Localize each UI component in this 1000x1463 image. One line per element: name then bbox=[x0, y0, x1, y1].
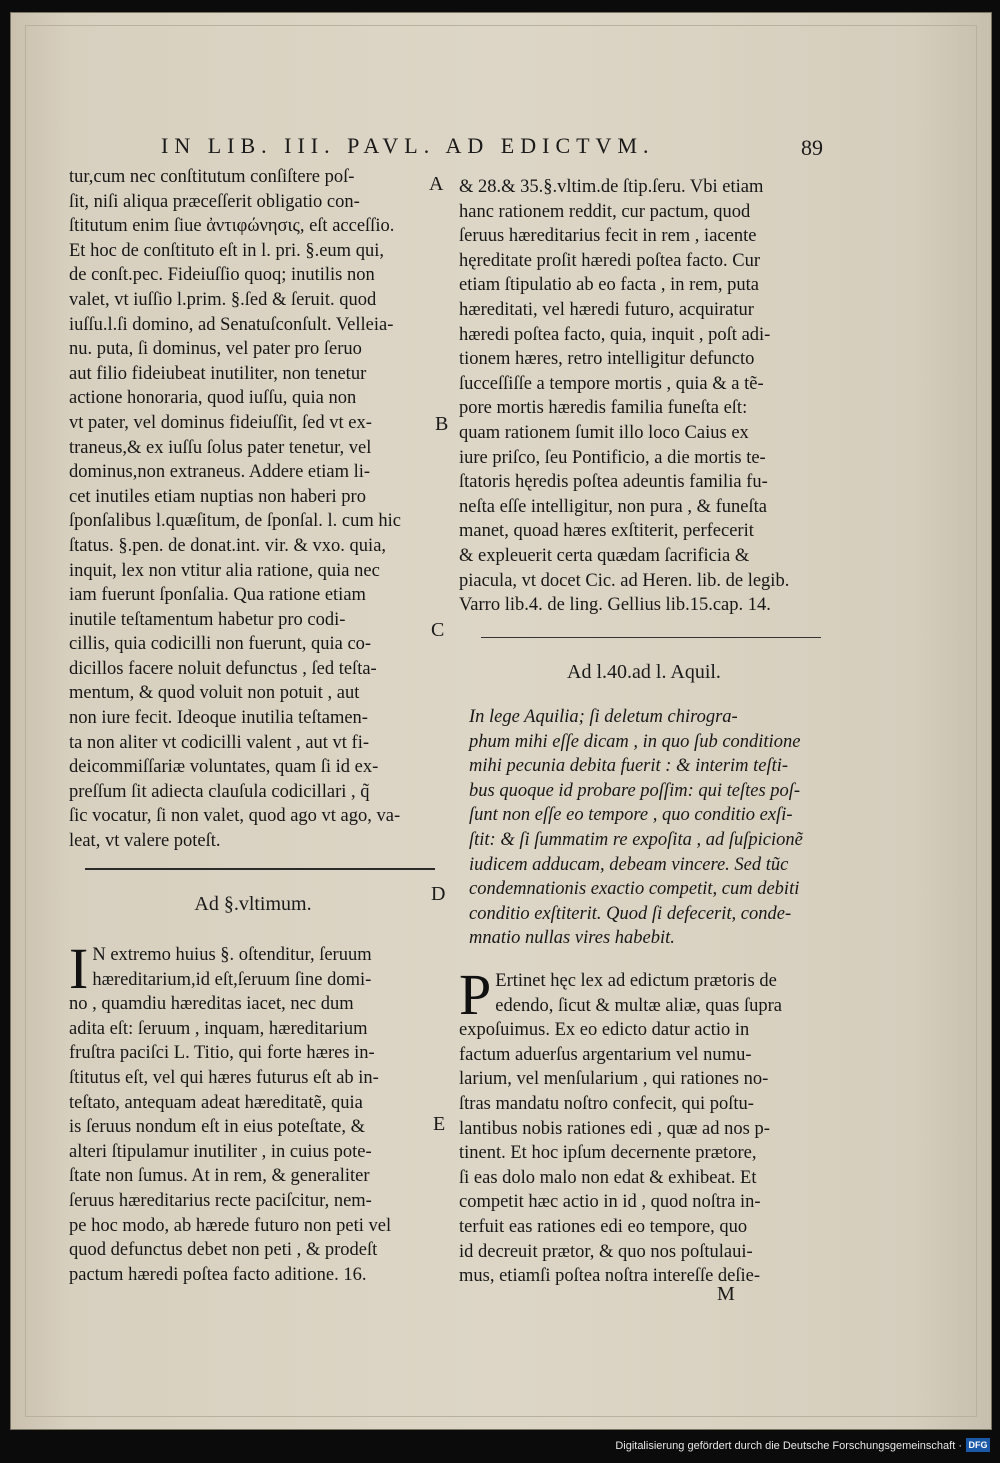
text-line: leat, vt valere poteſt. bbox=[69, 831, 221, 852]
text-line: ſtras mandatu noſtro confecit, qui poſtu- bbox=[459, 1093, 754, 1114]
text-line: ta non aliter vt codicilli valent , aut vt fi- bbox=[69, 732, 370, 753]
text-line: neſta eſſe intelligitur, non pura , & funeſta bbox=[459, 496, 768, 517]
left-column bbox=[69, 165, 437, 854]
italic-line: conditio exſtiterit. Quod ſi defecerit, conde- bbox=[469, 903, 792, 924]
left-paragraph-1 bbox=[69, 165, 437, 854]
text-line: vt pater, vel dominus fideiuſſit, ſed vt ex- bbox=[69, 412, 372, 433]
book-page bbox=[10, 12, 992, 1430]
text-line: piacula, vt docet Cic. ad Heren. lib. de legib. bbox=[459, 570, 790, 591]
left-paragraph-2 bbox=[69, 936, 437, 1287]
text-line: hæreditarium,id eſt,ſeruum ſine domi- bbox=[92, 969, 372, 990]
italic-line: mnatio nullas vires habebit. bbox=[469, 928, 675, 949]
italic-line: In lege Aquilia; ſi deletum chirogra- bbox=[469, 707, 738, 727]
text-line: ſic vocatur, ſi non valet, quod ago vt ago, va- bbox=[69, 806, 401, 827]
italic-line: ſtit: & ſi ſummatim re expoſita , ad ſuſpicionẽ bbox=[469, 829, 803, 850]
text-line: Varro lib.4. de ling. Gellius lib.15.cap. 14. bbox=[459, 595, 771, 616]
italic-line: iudicem adducam, debeam vincere. Sed tũc bbox=[469, 854, 789, 875]
text-line: quam rationem ſumit illo loco Caius ex bbox=[459, 422, 749, 443]
text-line: terfuit eas rationes edi eo tempore, quo bbox=[459, 1216, 748, 1237]
text-line: etiam ſtipulatio ab eo facta , in rem, puta bbox=[459, 275, 760, 296]
text-line: aut filio fideiubeat inutiliter, non tenetur bbox=[69, 363, 367, 384]
right-paragraph-2 bbox=[459, 962, 829, 1289]
text-line: ſtitutus eſt, vel qui hæres futurus eſt ab in- bbox=[69, 1067, 379, 1088]
page-number: 89 bbox=[801, 135, 823, 160]
text-line: iam fuerunt ſponſalia. Qua ratione etiam bbox=[69, 585, 366, 606]
dropcap-initial-p: P bbox=[459, 962, 492, 1027]
text-line: inutile teſtamentum habetur pro codi- bbox=[69, 609, 346, 630]
text-line: iure priſco, ſeu Pontificio, a die mortis te- bbox=[459, 447, 766, 468]
text-line: edendo, ſicut & multæ aliæ, quas ſupra bbox=[495, 995, 782, 1016]
text-line: quod defunctus debet non peti , & prodeſt bbox=[69, 1240, 378, 1261]
text-line: de conſt.pec. Fideiuſſio quoq; inutilis non bbox=[69, 265, 375, 286]
text-line: ſucceſſiſſe a tempore mortis , quia & a tẽ- bbox=[459, 373, 764, 394]
text-line: tinent. Et hoc ipſum decernente prætore, bbox=[459, 1143, 757, 1164]
text-line: fruſtra paciſci L. Titio, qui forte hæres in- bbox=[69, 1043, 375, 1064]
text-line: lantibus nobis rationes edi , quæ ad nos p- bbox=[459, 1118, 770, 1139]
text-line: teſtato, antequam adeat hæreditatẽ, quia bbox=[69, 1092, 363, 1113]
funding-credit: Digitalisierung gefördert durch die Deutsche Forschungsgemeinschaft · bbox=[615, 1440, 962, 1452]
text-line: tionem hæres, retro intelligitur defuncto bbox=[459, 349, 755, 370]
text-line: ſeruus hæreditarius fecit in rem , iacente bbox=[459, 226, 757, 247]
text-line: adita eſt: ſeruum , inquam, hæreditarium bbox=[69, 1018, 368, 1039]
text-line: ſtatoris hęredis poſtea adeuntis familia fu- bbox=[459, 472, 768, 493]
section-rule-right bbox=[481, 637, 821, 638]
running-head: IN LIB. III. PAVL. AD EDICTVM. bbox=[161, 133, 655, 158]
text-line: deicommiſſariæ voluntates, quam ſi id ex- bbox=[69, 757, 379, 778]
text-line: manet, quoad hæres exſtiterit, perfecerit bbox=[459, 521, 754, 542]
text-line: no , quamdiu hæreditas iacet, nec dum bbox=[69, 994, 354, 1015]
text-line: ſtatus. §.pen. de donat.int. vir. & vxo. quia, bbox=[69, 535, 387, 556]
text-line: larium, vel menſularium , qui rationes no- bbox=[459, 1069, 769, 1090]
text-line: ſeruus hæreditarius recte paciſcitur, nem- bbox=[69, 1190, 372, 1211]
text-line: ſtitutum enim ſiue ἀντιφώνησις, eſt acceſſio. bbox=[69, 216, 395, 237]
text-line: hæreditati, vel hæredi futuro, acquiratur bbox=[459, 299, 754, 320]
text-line: mentum, & quod voluit non potuit , aut bbox=[69, 683, 360, 704]
margin-letter-c: C bbox=[431, 619, 445, 641]
text-line: expoſuimus. Ex eo edicto datur actio in bbox=[459, 1020, 750, 1041]
margin-letter-d: D bbox=[431, 883, 446, 905]
dfg-logo: DFG bbox=[966, 1438, 990, 1452]
text-line: ſtate non ſumus. At in rem, & generaliter bbox=[69, 1166, 370, 1187]
text-line: factum aduerſus argentarium vel numu- bbox=[459, 1044, 752, 1065]
margin-letter-e: E bbox=[433, 1113, 446, 1135]
right-column bbox=[459, 175, 829, 618]
text-line: & expleuerit certa quædam ſacrificia & bbox=[459, 545, 750, 566]
italic-line: ſunt non eſſe eo tempore , quo conditio exſi- bbox=[469, 805, 793, 826]
italic-line: bus quoque id probare poſſim: qui teſtes poſ- bbox=[469, 780, 801, 801]
text-line: mus, etiamſi poſtea noſtra intereſſe deſie- bbox=[459, 1266, 761, 1287]
section-rule-left bbox=[85, 868, 435, 870]
text-line: non iure fecit. Ideoque inutilia teſtamen- bbox=[69, 708, 368, 729]
text-line: preſſum ſit adiecta clauſula codicillari , q̃ bbox=[69, 781, 370, 802]
text-line: actione honoraria, quod iuſſu, quia non bbox=[69, 388, 357, 409]
text-line: ſit, niſi aliqua præceſſerit obligatio con- bbox=[69, 191, 360, 212]
text-line: inquit, lex non vtitur alia ratione, quia nec bbox=[69, 560, 380, 581]
dropcap-initial-i: I bbox=[69, 936, 89, 1001]
text-line: dominus,non extraneus. Addere etiam li- bbox=[69, 462, 371, 483]
lemma-italic-text bbox=[469, 705, 839, 951]
text-line: alteri ſtipulamur inutiliter , in cuius pote- bbox=[69, 1141, 372, 1162]
text-line: nu. puta, ſi dominus, vel pater pro ſeruo bbox=[69, 339, 362, 360]
italic-line: phum mihi eſſe dicam , in quo ſub conditione bbox=[469, 731, 801, 752]
text-line: ſponſalibus l.quæſitum, de ſponſal. l. cum hic bbox=[69, 511, 401, 532]
text-line: pore mortis hæredis familia funeſta eſt: bbox=[459, 398, 748, 419]
text-line: Et hoc de conſtituto eſt in l. pri. §.eum qui, bbox=[69, 240, 384, 261]
text-line: cet inutiles etiam nuptias non haberi pro bbox=[69, 486, 366, 507]
text-line: tur,cum nec conſtitutum conſiſtere poſ- bbox=[69, 167, 355, 187]
text-line: pactum hæredi poſtea facto aditione. 16. bbox=[69, 1264, 367, 1285]
text-line: & 28.& 35.§.vltim.de ſtip.ſeru. Vbi etiam bbox=[459, 177, 764, 197]
section-heading-ultimum: Ad §.vltimum. bbox=[194, 893, 312, 915]
text-line: competit hæc actio in id , quod noſtra in- bbox=[459, 1192, 761, 1213]
text-line: traneus,& ex iuſſu ſolus pater tenetur, vel bbox=[69, 437, 372, 458]
footer-bar bbox=[0, 1430, 1000, 1463]
margin-letter-b: B bbox=[435, 413, 449, 435]
text-line: hęreditate proſit hæredi poſtea facto. Cur bbox=[459, 250, 761, 271]
italic-line: mihi pecunia debita fuerit : & interim teſti- bbox=[469, 756, 789, 777]
text-line: Ertinet hęc lex ad edictum prætoris de bbox=[495, 971, 777, 991]
text-line: hæredi poſtea facto, quia, inquit , poſt adi- bbox=[459, 324, 771, 345]
text-line: pe hoc modo, ab hærede futuro non peti vel bbox=[69, 1215, 392, 1236]
signature-mark: M bbox=[717, 1283, 735, 1305]
text-line: is ſeruus nondum eſt in eius poteſtate, & bbox=[69, 1117, 365, 1138]
text-line: N extremo huius §. oſtenditur, ſeruum bbox=[92, 945, 372, 965]
margin-letter-a: A bbox=[429, 173, 444, 195]
italic-line: condemnationis exactio competit, cum debiti bbox=[469, 879, 800, 900]
text-line: cillis, quia codicilli non fuerunt, quia co- bbox=[69, 634, 372, 655]
text-line: dicillos facere noluit defunctus , ſed teſta- bbox=[69, 658, 377, 679]
text-line: iuſſu.l.ſi domino, ad Senatuſconſult. Velleia- bbox=[69, 314, 394, 335]
text-line: valet, vt iuſſio l.prim. §.ſed & ſeruit. quod bbox=[69, 289, 377, 310]
right-paragraph-1 bbox=[459, 175, 829, 618]
section-heading-aquil: Ad l.40.ad l. Aquil. bbox=[567, 661, 721, 683]
text-line: ſi eas dolo malo non edat & exhibeat. Et bbox=[459, 1167, 757, 1188]
text-line: hanc rationem reddit, cur pactum, quod bbox=[459, 201, 751, 222]
text-line: id decreuit prætor, & quo nos poſtulaui- bbox=[459, 1241, 753, 1262]
